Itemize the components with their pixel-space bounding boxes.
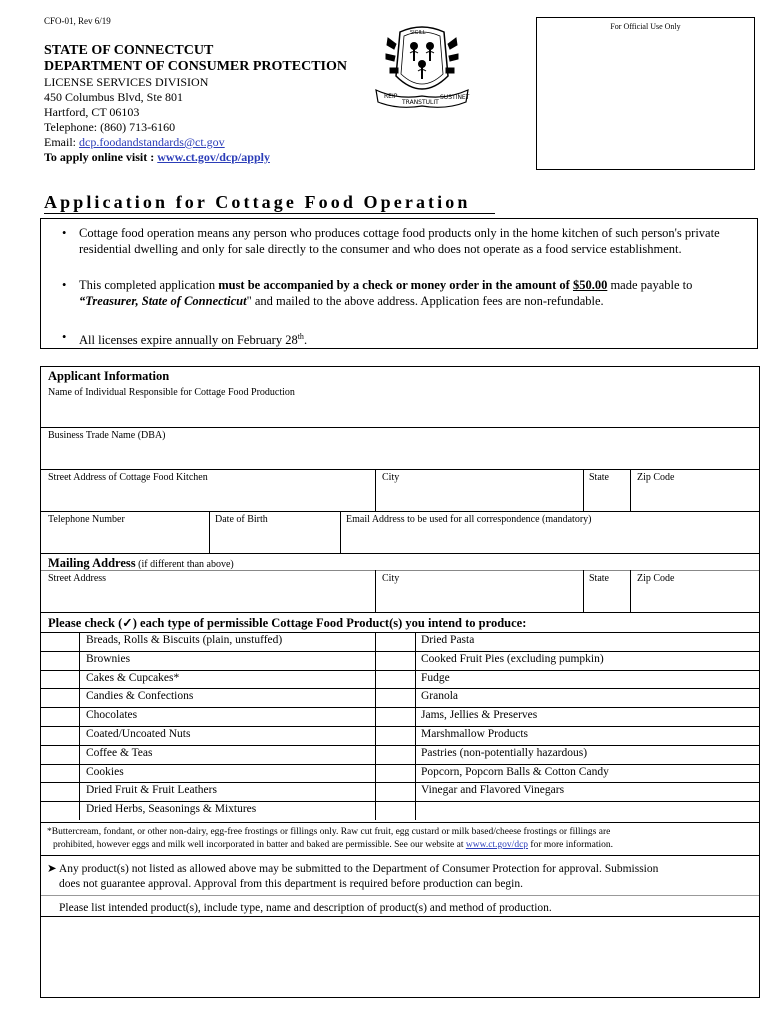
info-bullets — [40, 218, 758, 349]
email-label: Email: — [44, 135, 79, 149]
street-field[interactable] — [42, 484, 374, 511]
agency-street: 450 Columbus Blvd, Ste 801 — [44, 90, 184, 104]
agency-city: Hartford, CT 06103 — [44, 105, 140, 119]
products-heading: Please check (✓) each type of permissible Cottage Food Product(s) you intend to produce: — [48, 616, 527, 630]
official-use-box — [536, 17, 755, 170]
mail-state-field[interactable] — [584, 585, 629, 612]
bullet-definition: • Cottage food operation means any person who produces cottage food products only in the home kitchen of such person's private residential dwelling and only for sale directly to the consumer and who does not operate as a food service establishment. — [79, 225, 749, 257]
product-label: Fudge — [421, 671, 450, 684]
product-label: Marshmallow Products — [421, 728, 529, 740]
name-field[interactable] — [42, 399, 758, 427]
product-checkbox[interactable] — [376, 689, 414, 706]
mail-street-field[interactable] — [42, 585, 374, 612]
official-use-label: For Official Use Only — [610, 22, 681, 31]
agency-apply-row — [44, 150, 347, 165]
fee-rest: " and mailed to the above address. Application fees are non-refundable. — [246, 294, 604, 308]
other-line1 — [47, 862, 658, 877]
footnote-line1: *Buttercream, fondant, or other non-dairy, egg-free frostings or fillings only. Raw cut fruit, egg custard or milk based/cheese frostings or fillings are — [47, 827, 611, 837]
product-label: Pastries (non-potentially hazardous) — [421, 746, 588, 759]
product-label: Dried Pasta — [421, 634, 475, 646]
mail-city-field[interactable] — [376, 585, 582, 612]
product-label: Candies & Confections — [86, 690, 194, 703]
product-label: Coated/Uncoated Nuts — [86, 728, 191, 740]
apply-label: To apply online visit : — [44, 150, 158, 164]
seal-left-text: REIP — [384, 93, 398, 100]
mail-state-label: State — [589, 573, 609, 584]
zip-label: Zip Code — [637, 472, 675, 483]
product-checkbox[interactable] — [42, 671, 78, 688]
product-label: Cakes & Cupcakes* — [86, 671, 180, 684]
footnote-line2 — [53, 839, 613, 852]
zip-field[interactable] — [631, 484, 758, 511]
dob-label: Date of Birth — [215, 514, 268, 525]
form-id: CFO-01, Rev 6/19 — [44, 16, 111, 26]
city-field[interactable] — [376, 484, 582, 511]
product-checkbox[interactable] — [42, 783, 78, 800]
expiry-end: . — [303, 333, 308, 348]
product-checkbox[interactable] — [376, 746, 414, 763]
footnote-link[interactable]: www.ct.gov/dcp — [465, 840, 529, 850]
product-checkbox[interactable] — [376, 633, 414, 650]
product-checkbox[interactable] — [42, 802, 78, 819]
expiry-text: All licenses expire annually on February 28 — [79, 333, 298, 348]
dba-field[interactable] — [42, 442, 758, 469]
other-line2: does not guarantee approval. Approval from this department is required before production can begin. — [59, 878, 524, 890]
page-title: Application for Cottage Food Operation — [44, 192, 471, 212]
product-checkbox[interactable] — [376, 727, 414, 744]
other-text: Any product(s) not listed as allowed above may be submitted to the Department of Consumer Protection for approval. Submission — [58, 863, 659, 875]
product-checkbox[interactable] — [376, 765, 414, 782]
product-label: Cookies — [86, 765, 124, 778]
product-checkbox[interactable] — [42, 746, 78, 763]
arrow-icon: ➤ — [47, 863, 57, 875]
dba-label: Business Trade Name (DBA) — [48, 430, 166, 441]
fee-emphasis: must be accompanied by a check or money order in the amount of — [218, 278, 573, 292]
product-checkbox[interactable] — [376, 708, 414, 725]
mailing-title: Mailing Address — [48, 556, 136, 570]
product-checkbox[interactable] — [42, 689, 78, 706]
footnote-end: for more information. — [528, 840, 613, 850]
seal-top-text: SIGILL — [410, 30, 426, 36]
applicant-heading: Applicant Information — [48, 369, 170, 383]
agency-state: STATE OF CONNECTCUT — [44, 43, 214, 58]
fee-text: This completed application — [79, 278, 219, 292]
product-label: Vinegar and Flavored Vinegars — [421, 784, 565, 797]
mail-zip-field[interactable] — [631, 585, 758, 612]
agency-department: DEPARTMENT OF CONSUMER PROTECTION — [44, 59, 347, 74]
bullet-fee — [79, 277, 749, 309]
mailing-sub: (if different than above) — [135, 559, 234, 570]
phone-label: Telephone Number — [48, 514, 125, 525]
list-prompt: Please list intended product(s), include type, name and description of product(s) and method of production. — [59, 902, 552, 914]
product-label: Jams, Jellies & Preserves — [421, 709, 538, 722]
agency-telephone: Telephone: (860) 713-6160 — [44, 120, 176, 134]
agency-division: LICENSE SERVICES DIVISION — [44, 75, 209, 89]
mail-zip-label: Zip Code — [637, 573, 675, 584]
product-checkbox[interactable] — [376, 783, 414, 800]
name-label: Name of Individual Responsible for Cottage Food Production — [48, 387, 295, 398]
agency-block — [44, 43, 347, 165]
seal-ribbon-text: TRANSTULIT — [402, 99, 439, 106]
product-label: Brownies — [86, 652, 131, 665]
product-label: Dried Herbs, Seasonings & Mixtures — [86, 803, 257, 816]
product-checkbox[interactable] — [376, 671, 414, 688]
product-checkbox[interactable] — [42, 652, 78, 669]
product-label: Cooked Fruit Pies (excluding pumpkin) — [421, 652, 604, 665]
seal-right-text: SUSTINET — [440, 94, 470, 101]
footnote-text: prohibited, however eggs and milk well incorporated in batter and baked are permissible. See our website at — [53, 840, 466, 850]
fee-payable: made payable to — [607, 278, 693, 292]
product-label: Breads, Rolls & Biscuits (plain, unstuffed) — [86, 634, 283, 646]
mail-street-label: Street Address — [48, 573, 107, 584]
email-field-label: Email Address to be used for all correspondence (mandatory) — [346, 514, 592, 525]
product-checkbox[interactable] — [42, 765, 78, 782]
product-checkbox[interactable] — [42, 708, 78, 725]
fee-amount: $50.00 — [572, 278, 608, 292]
city-label: City — [382, 472, 400, 483]
expiry-sup: th — [297, 332, 304, 341]
product-label: Coffee & Teas — [86, 746, 153, 759]
apply-link[interactable]: www.ct.gov/dcp/apply — [157, 150, 270, 164]
product-checkbox[interactable] — [42, 633, 78, 650]
email-field[interactable] — [341, 526, 758, 552]
fee-payee: “Treasurer, State of Connecticut — [79, 294, 247, 308]
agency-email-row — [44, 135, 347, 150]
street-label: Street Address of Cottage Food Kitchen — [48, 472, 208, 483]
product-label: Granola — [421, 690, 459, 703]
bullet-expiry — [79, 329, 749, 348]
state-field[interactable] — [584, 484, 629, 511]
product-label: Chocolates — [86, 709, 138, 722]
product-description-field[interactable] — [42, 917, 758, 997]
product-label: Dried Fruit & Fruit Leathers — [86, 784, 217, 797]
product-checkbox[interactable] — [376, 652, 414, 669]
email-link[interactable]: dcp.foodandstandards@ct.gov — [79, 135, 225, 149]
title-underline — [44, 213, 495, 214]
dob-field[interactable] — [210, 526, 339, 552]
state-seal-icon — [370, 24, 474, 114]
product-label: Popcorn, Popcorn Balls & Cotton Candy — [421, 765, 609, 778]
mailing-heading — [48, 556, 234, 571]
application-form — [40, 366, 760, 998]
phone-field[interactable] — [42, 526, 208, 552]
state-label: State — [589, 472, 609, 483]
mail-city-label: City — [382, 573, 400, 584]
product-checkbox[interactable] — [42, 727, 78, 744]
